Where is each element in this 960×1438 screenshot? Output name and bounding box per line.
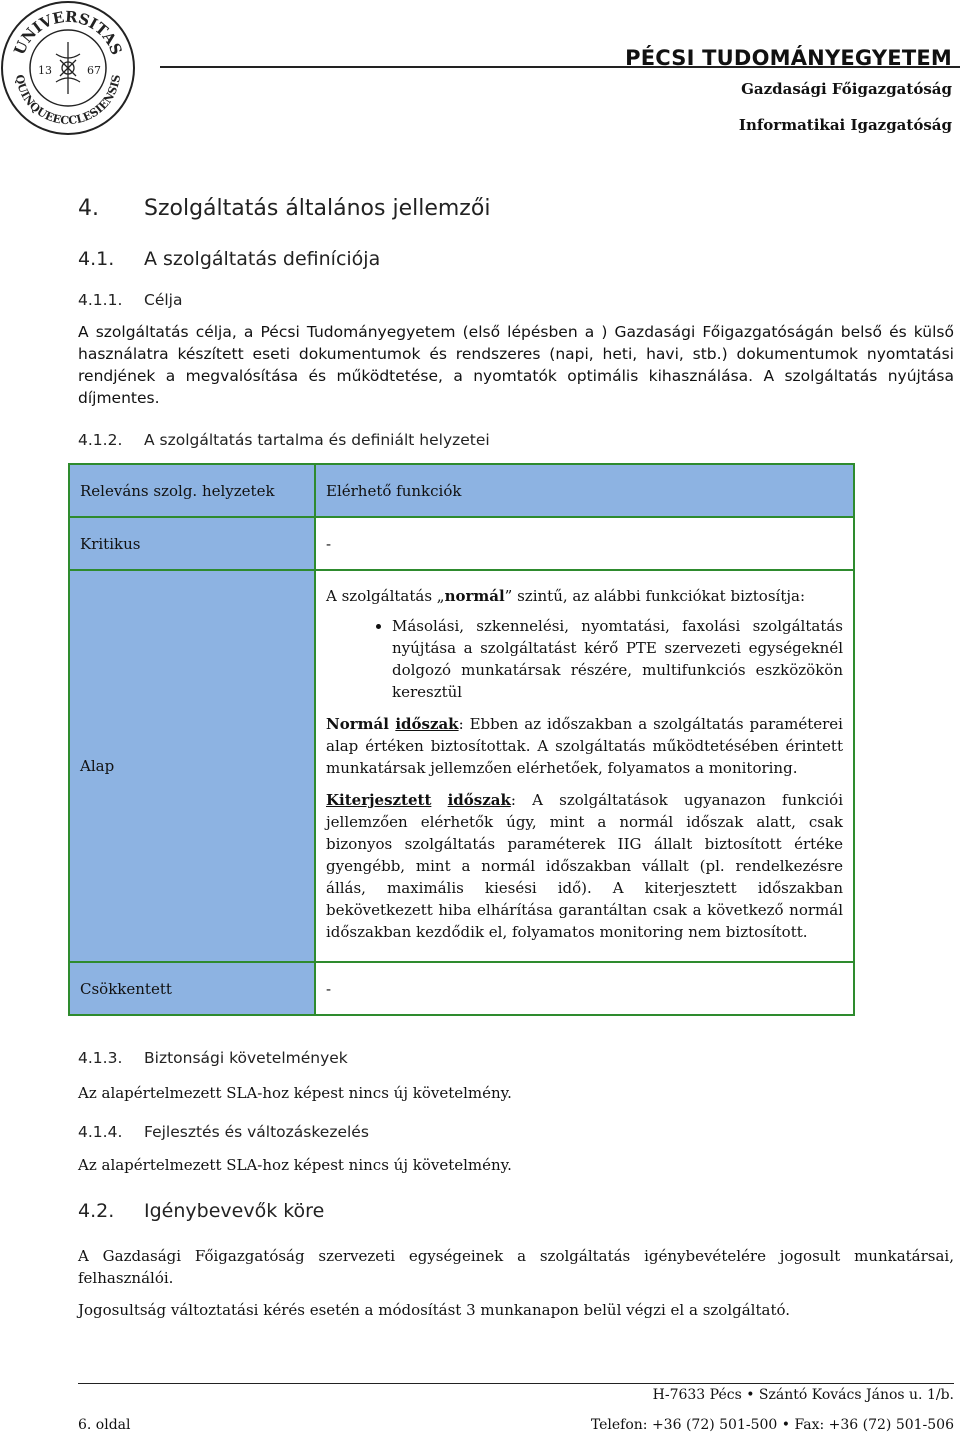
- section-title: A szolgáltatás tartalma és definiált helyzetei: [144, 431, 490, 449]
- table-row: [69, 517, 854, 570]
- seal-top-text: UNIVERSITAS: [10, 7, 126, 58]
- section-number: 4.1.3.: [78, 1049, 123, 1067]
- footer-address: H-7633 Pécs • Szántó Kovács János u. 1/b.: [652, 1387, 954, 1403]
- section-title: Fejlesztés és változáskezelés: [144, 1123, 369, 1141]
- heading-section-4-1-4: [78, 1123, 369, 1141]
- header-cell-functions: Elérhető funkciók: [315, 464, 854, 517]
- section-number: 4.1.4.: [78, 1123, 123, 1141]
- section-number: 4.1.1.: [78, 291, 123, 309]
- header-cell-situations: Releváns szolg. helyzetek: [69, 464, 315, 517]
- heading-section-4-1-1: [78, 291, 182, 309]
- row-value-critical: -: [315, 517, 854, 570]
- table-row: [69, 570, 854, 962]
- seal-bottom-text: QUINQUEECCLESIENSIS: [12, 73, 124, 128]
- section-number: 4.: [78, 196, 99, 221]
- section-number: 4.2.: [78, 1200, 115, 1222]
- users-paragraph: A Gazdasági Főigazgatóság szervezeti egységeinek a szolgáltatás igénybevételére jogosult munkatársai, felhasználói.: [78, 1247, 954, 1287]
- university-seal-logo: [0, 0, 136, 136]
- security-paragraph: Az alapértelmezett SLA-hoz képest nincs új követelmény.: [78, 1084, 512, 1102]
- heading-section-4: [78, 196, 490, 221]
- heading-section-4-1-2: [78, 431, 490, 449]
- row-label-reduced: Csökkentett: [69, 962, 315, 1015]
- section-title: Igénybevevők köre: [144, 1200, 325, 1222]
- seal-year-left: 13: [38, 64, 52, 77]
- section-title: Célja: [144, 291, 183, 309]
- footer-rule: [78, 1383, 954, 1384]
- table-header-row: [69, 464, 854, 517]
- heading-section-4-2: [78, 1200, 324, 1222]
- change-management-paragraph: Az alapértelmezett SLA-hoz képest nincs új követelmény.: [78, 1156, 512, 1174]
- heading-section-4-1-3: [78, 1049, 348, 1067]
- row-value-base: [315, 570, 854, 962]
- section-title: Biztonsági követelmények: [144, 1049, 348, 1067]
- sub-department-name: Informatikai Igazgatóság: [738, 116, 952, 134]
- section-title: A szolgáltatás definíciója: [144, 248, 381, 270]
- purpose-paragraph: A szolgáltatás célja, a Pécsi Tudományegyetem (első lépésben a ) Gazdasági Főigazgatóságán belső és külső használatra készített eseti dokumentumok és rendszeres (napi, heti, havi, stb.) dokumentumok nyomtatási rendjének a megvalósítása és működtetése, a nyomtatók optimális kihasználása. A szolgáltatás nyújtása díjmentes.: [78, 323, 954, 407]
- seal-year-right: 67: [87, 64, 101, 77]
- table-row: [69, 962, 854, 1015]
- row-label-base: Alap: [69, 570, 315, 962]
- row-value-reduced: -: [315, 962, 854, 1015]
- function-list: [326, 615, 843, 703]
- base-intro: A szolgáltatás „normál” szintű, az alábbi funkciókat biztosítja:: [326, 587, 806, 605]
- permissions-paragraph: Jogosultság változtatási kérés esetén a módosítást 3 munkanapon belül végzi el a szolgáltató.: [78, 1301, 791, 1319]
- section-number: 4.1.2.: [78, 431, 123, 449]
- row-label-critical: Kritikus: [69, 517, 315, 570]
- footer-contact: Telefon: +36 (72) 501-500 • Fax: +36 (72) 501-506: [590, 1417, 954, 1433]
- university-name: PÉCSI TUDOMÁNYEGYETEM: [625, 46, 952, 70]
- section-title: Szolgáltatás általános jellemzői: [144, 196, 491, 221]
- heading-section-4-1: [78, 248, 380, 270]
- page-number: 6. oldal: [78, 1417, 131, 1433]
- normal-period-text: Normál időszak: Ebben az időszakban a szolgáltatás paraméterei alap értéken biztosítottak. A szolgáltatás működtetésében érintett munkatársak jellemzően elérhetőek, folyamatos a monitoring.: [326, 715, 843, 777]
- service-situations-table: [68, 463, 855, 1016]
- extended-period-text: Kiterjesztett időszak: A szolgáltatások ugyanazon funkciói jellemzően elérhetők úgy, mint a normál időszak alatt, csak bizonyos szolgáltatás paraméterek IIG állalt biztosított értéke gyengébb, mint a normál időszakban vállalt (pl. rendelkezésre állás, maximális kiesési idő). A kiterjesztett időszakban bekövetkezett hiba elhárítása garantáltan csak a következő normál időszakban kezdődik el, folyamatos monitoring nem biztosított.: [326, 791, 843, 941]
- list-item: • Másolási, szkennelési, nyomtatási, faxolási szolgáltatás nyújtása a szolgáltatást kérő PTE szervezeti egységeknél dolgozó munkatársak részére, multifunkciós eszközökön keresztül: [392, 615, 843, 703]
- department-name: Gazdasági Főigazgatóság: [741, 80, 952, 98]
- section-number: 4.1.: [78, 248, 115, 270]
